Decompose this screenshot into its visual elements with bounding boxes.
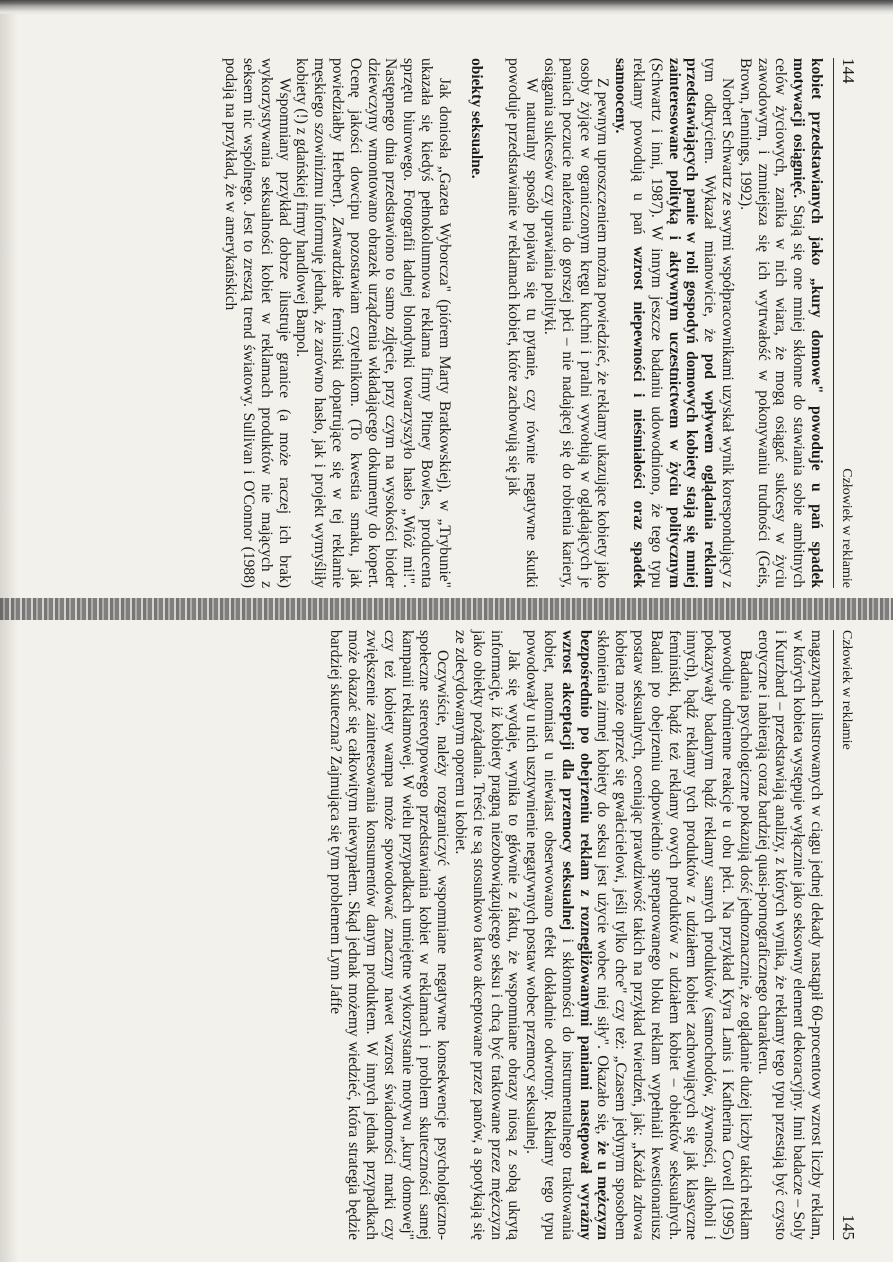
page-144	[68, 58, 858, 588]
paragraph	[611, 58, 736, 588]
page-header	[833, 58, 858, 588]
paragraph: magazynach ilustrowanych w ciągu jednej dekady nastąpił 60-procentowy wzrost liczby reklam, w których kobieta występuje wyłącznie jako seksowny element dekoracyjny. Inni badacze – Soly i Kurzbard – przedstawiają analizy, z których wynika, że reklamy tego typu przestają być czysto erotyczne i nabierają coraz bardziej quasi-pornograficznego charakteru.	[754, 630, 825, 1240]
emphasis: pod wpływem oglądania reklam przedstawiających panie w roli gospodyń domowych kobiety stają się mniej zainteresowane polityką i aktywnym uczestnictwem w życiu politycznym	[665, 58, 719, 588]
scan-top-edge	[0, 0, 893, 14]
section-heading: obiekty seksualne.	[467, 58, 485, 179]
paragraph	[522, 630, 753, 1240]
running-head: Człowiek w reklamie	[839, 630, 854, 750]
book-gutter-shadow	[0, 598, 893, 620]
paragraph: W naturalny sposób pojawia się tu pytanie, czy równie negatywne skutki powoduje przedstawianie w reklamach kobiet, które zachowują się jak	[505, 58, 541, 588]
paragraph: Z pewnym uproszczeniem można powiedzieć, że reklamy ukazujące kobiety jako osoby żyjące w ograniczonym kręgu kuchni i pralni wywołują w oglądających je paniach poczucie należenia do gorszej płci – nie nadającej się do robienia kariery, osiągania sukcesów czy uprawiania polityki.	[541, 58, 612, 588]
emphasis: kobiet przedstawianych jako „kury domowe" powoduje u pań spadek motywacji osiągnięć.	[790, 58, 825, 588]
page-145	[60, 630, 858, 1240]
paragraph-text: Badania psychologiczne pokazują dość jednoznacznie, że oglądanie dużej liczby takich reklam powoduje odmienne reakcje u obu płci. Na przykład Kyra Lanis i Katherina Covell (1995) pokazywały badanym bądź reklamy samych produktów (samochodów, żywności, alkoholi i innych), bądź reklamy tych produktów z udziałem kobiet zachowujących się jak klasyczne feministki, bądź też reklamy owych produktów z udziałem kobiet – obiektów seksualnych. Badani po obejrzeniu odpowiednio spreparowanego bloku reklam wypełniali kwestionariusz postaw seksualnych, oceniając prawdziwość takich na przykład twierdzeń, jak: „Każda zdrowa kobieta może oprzeć się gwałcicielowi, jeśli tylko chce" czy też: „Czasem jedynym sposobem skłonienia zimnej kobiety do seksu jest użycie wobec niej siły". Okazało się,	[594, 630, 754, 1240]
paragraph: Jak się wydaje, wynika to głównie z faktu, że wspomniane obrazy niosą z sobą ukrytą informację, iż kobiety pragną niezobowiązującego seksu i chcą być traktowane przez mężczyzn jako obiekty pożądania. Treści te są stosunkowo łatwo akceptowane przez panów, a spotykają się ze zdecydowanym oporem u kobiet.	[452, 630, 523, 1240]
paragraph-text: Norbert Schwartz ze swymi współpracownikami uzyskał wynik korespondujący z tym odkryciem. Wykazał mianowicie, że	[701, 58, 737, 588]
paragraph-text: (Schwartz i inni, 1987). W innym jeszcze badaniu udowodniono, że tego typu reklamy powodują u pań	[630, 58, 665, 588]
paragraph: Wspomniany przykład dobrze ilustruje granice (a może raczej ich brak) wykorzystywania seksualności kobiet w reklamach produktów nie mających z seksem nic wspólnego. Jest to zresztą trend światowy. Sullivan i O'Connor (1988) podają na przykład, że w amerykańskich	[222, 58, 293, 588]
page-number: 144	[839, 58, 858, 84]
running-head: Człowiek w reklamie	[839, 468, 854, 588]
emphasis: wzrost niepewności i nieśmiałości oraz spadek samooceny.	[612, 58, 648, 589]
paragraph: Jak doniosła „Gazeta Wyborcza" (piórem Marty Bratkowskiej), w „Trybunie" ukazała się kiedyś pełnokolumnowa reklama firmy Pitney Bowles, producenta sprzętu biurowego. Fotografii ładnej blondynki towarzyszyło hasło „Wióż mi!". Następnego dnia przedstawiono to samo zdjęcie, przy czym na wysokości bioder dziewczyny wmontowano obrazek urządzenia wkładającego dokumenty do kopert. Ocenę jakości dowcipu pozostawiam czytelnikom. (To kwestia smaku, jak powiedziałby Herbert). Zatwardziałe feministki dopatrujące się w tej reklamie męskiego szowinizmu informuję jednak, że zarówno hasło, jak i projekt wymyśliły kobiety (!) z gdańskiej firmy handlowej Banpol.	[293, 58, 453, 588]
paragraph-text: Stają się one mniej skłonne do stawiania sobie ambitnych celów życiowych, zanika w nich wiara, że mogą osiągać sukcesy w życiu zawodowym, i zmniejsza się ich wytrwałość w pokonywaniu trudności (Geis, Brown, Jennings, 1992).	[736, 58, 808, 588]
emphasis: że u mężczyzn bezpośrednio po obejrzeniu reklam z roznegliżowanymi paniami następował wyraźny wzrost akceptacji dla przemocy seksualnej	[558, 630, 612, 1240]
page-number: 145	[839, 1214, 858, 1240]
page-body	[222, 58, 826, 588]
page-header	[833, 630, 858, 1240]
paragraph-text: i skłonności do instrumentalnego traktowania kobiet, natomiast u niewiast obserwowano efekt dokładnie odwrotny. Reklamy tego typu powodowały u nich usztywnienie negatywnych postaw wobec przemocy seksualnej.	[523, 630, 576, 1240]
scan-left-edge	[0, 0, 18, 1262]
paragraph: Oczywiście, należy rozgraniczyć wspomniane negatywne konsekwencje psychologiczno-społeczne stereotypowego przedstawiania kobiet w reklamach i problem skuteczności samej kampanii reklamowej. W wielu przypadkach umiejętne wykorzystanie motywu „kury domowej" czy też kobiety wampa może spowodować znaczny nawet wzrost świadomości marki czy zwiększenie zainteresowania konsumentów danym produktem. W innych jednak przypadkach może okazać się całkowitym niewypałem. Skąd jednak możemy wiedzieć, która strategia będzie bardziej skuteczna? Zajmująca się tym problemem Lynn Jaffe	[327, 630, 452, 1240]
page-body	[327, 630, 825, 1240]
paragraph	[736, 58, 825, 588]
